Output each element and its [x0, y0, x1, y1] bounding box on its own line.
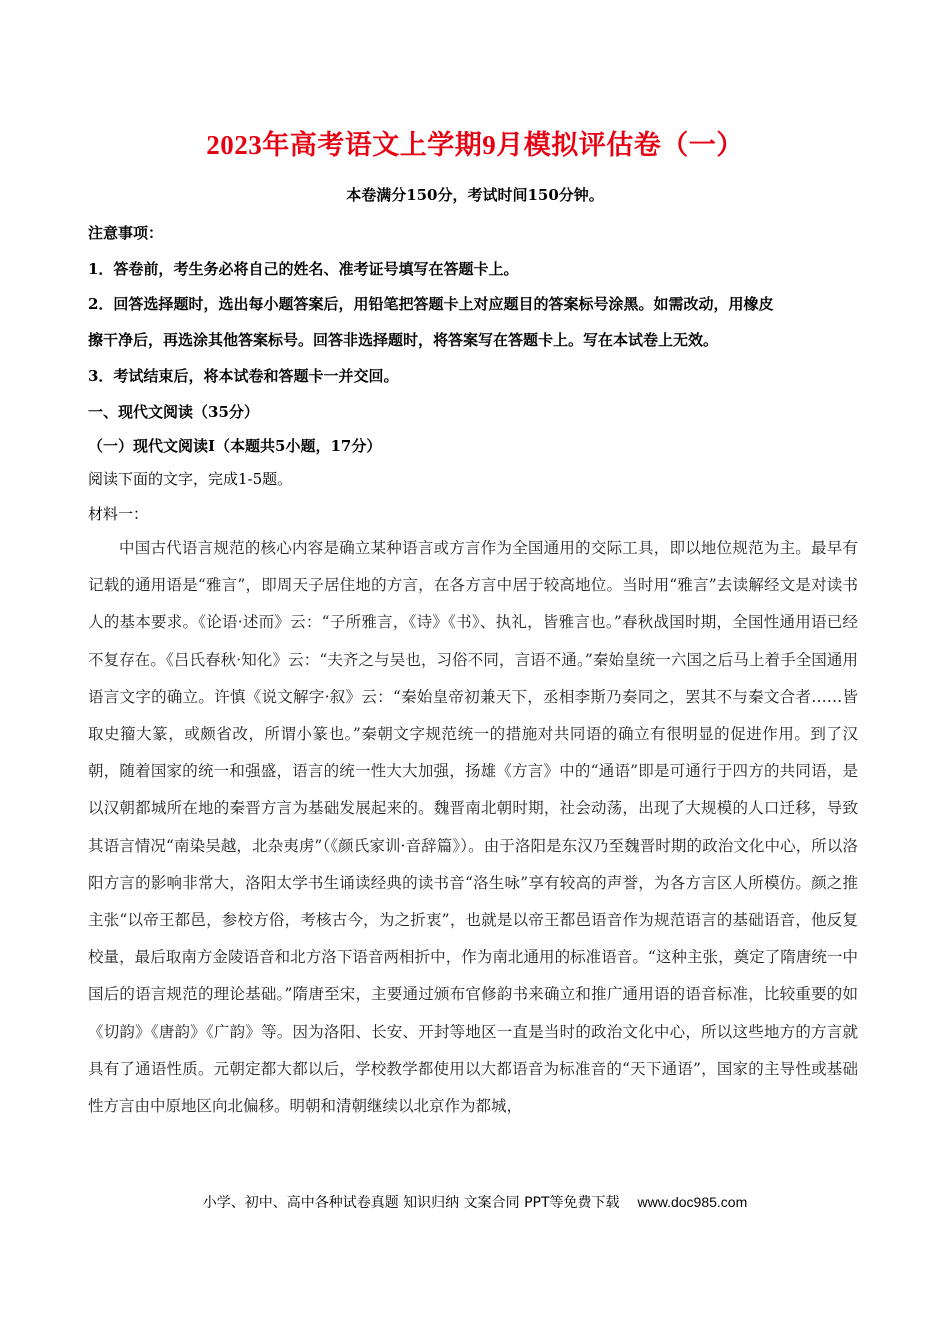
section-heading: 一、现代文阅读（35分） [88, 403, 259, 421]
footer-text: 小学、初中、高中各种试卷真题 知识归纳 文案合同 PPT等免费下载 [202, 1195, 620, 1211]
exam-title: 2023年高考语文上学期9月模拟评估卷（一） [206, 130, 744, 160]
page-footer [0, 1192, 950, 1212]
notes-heading: 注意事项： [88, 224, 164, 242]
exam-subtitle: 本卷满分150分，考试时间150分钟。 [346, 186, 604, 204]
footer-url[interactable]: www.doc985.com [637, 1194, 748, 1210]
section-subheading: （一）现代文阅读Ⅰ（本题共5小题，17分） [88, 437, 382, 455]
notes-item-2-line-2: 擦干净后，再选涂其他答案标号。回答非选择题时，将答案写在答题卡上。写在本试卷上无效。 [88, 331, 719, 349]
notes-item-3: 3．考试结束后，将本试卷和答题卡一并交回。 [88, 367, 399, 385]
notes-item-2-line-1: 2．回答选择题时，选出每小题答案后，用铅笔把答题卡上对应题目的答案标号涂黑。如需改动，用橡皮 [88, 295, 774, 313]
reading-instruction: 阅读下面的文字，完成1-5题。 [88, 470, 293, 488]
notes-item-1: 1．答卷前，考生务必将自己的姓名、准考证号填写在答题卡上。 [88, 260, 519, 278]
material-label: 材料一： [88, 505, 149, 523]
passage-text: 中国古代语言规范的核心内容是确立某种语言或方言作为全国通用的交际工具，即以地位规范为主。最早有记载的通用语是“雅言”，即周天子居住地的方言，在各方言中居于较高地位。当时用“雅言”去读解经文是对读书人的基本要求。《论语·述而》云：“子所雅言，《诗》《书》、执礼，皆雅言也。”春秋战国时期，全国性通用语已经不复存在。《吕氏春秋·知化》云：“夫齐之与吴也，习俗不同，言语不通。”秦始皇统一六国之后马上着手全国通用语言文字的确立。许慎《说文解字·叙》云：“秦始皇帝初兼天下，丞相李斯乃奏同之，罢其不与秦文合者……皆取史籀大篆，或颇省改，所谓小篆也。”秦朝文字规范统一的措施对共同语的确立有很明显的促进作用。到了汉朝，随着国家的统一和强盛，语言的统一性大大加强，扬雄《方言》中的“通语”即是可通行于四方的共同语，是以汉朝都城所在地的秦晋方言为基础发展起来的。魏晋南北朝时期，社会动荡，出现了大规模的人口迁移，导致其语言情况“南染吴越，北杂夷虏”（《颜氏家训·音辞篇》）。由于洛阳是东汉乃至魏晋时期的政治文化中心，所以洛阳方言的影响非常大，洛阳太学书生诵读经典的读书音“洛生咏”享有较高的声誉，为各方言区人所模仿。颜之推主张“以帝王都邑，参校方俗，考核古今，为之折衷”，也就是以帝王都邑语音作为规范语言的基础语音，他反复校量，最后取南方金陵语音和北方洛下语音两相折中，作为南北通用的标准语音。“这种主张，奠定了隋唐统一中国后的语言规范的理论基础。”隋唐至宋，主要通过颁布官修韵书来确立和推广通用语的语音标准，比较重要的如《切韵》《唐韵》《广韵》等。因为洛阳、长安、开封等地区一直是当时的政治文化中心，所以这些地方的方言就具有了通语性质。元朝定都大都以后，学校教学都使用以大都语音为标准音的“天下通语”，国家的主导性或基础性方言由中原地区向北偏移。明朝和清朝继续以北京作为都城， [88, 539, 858, 1116]
